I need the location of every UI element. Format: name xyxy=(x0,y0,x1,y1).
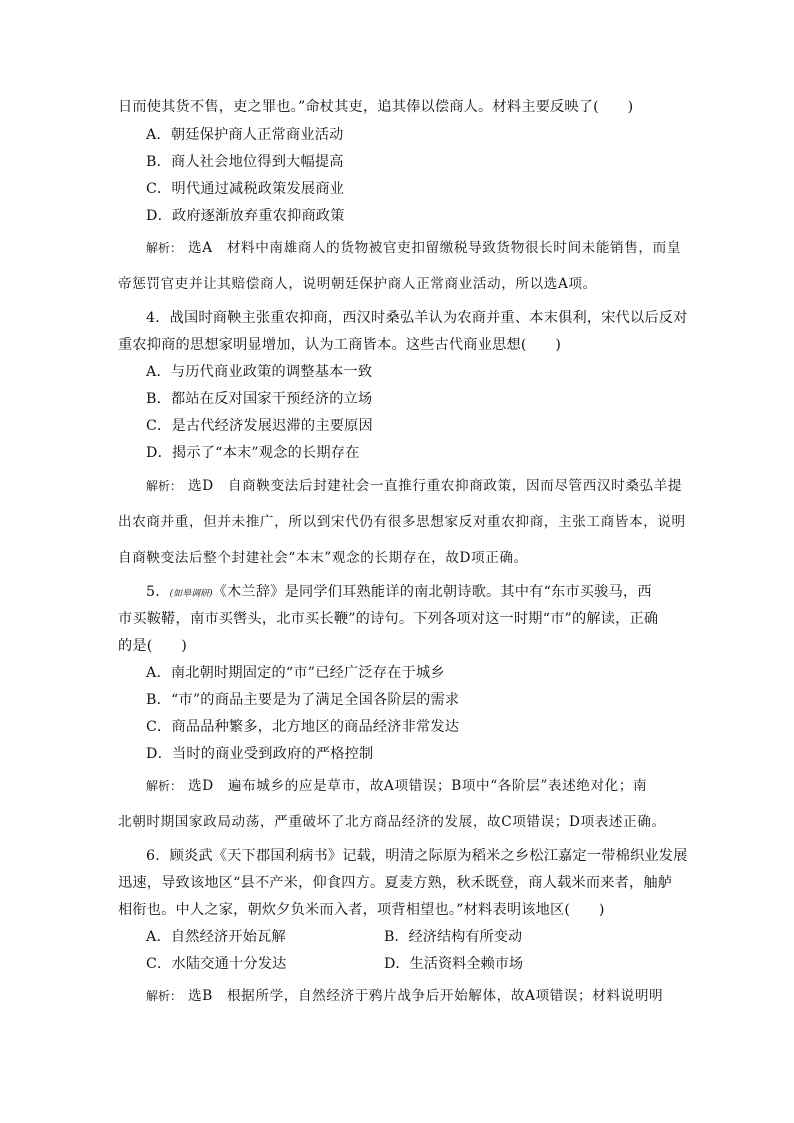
q6-explanation: 解析： 选B 根据所学，自然经济于鸦片战争后开始解体，故A项错误；材料说明明 xyxy=(146,988,664,1004)
question-number: 5． xyxy=(146,584,170,600)
q5-stem-cont: 的是( ) xyxy=(118,638,188,654)
q5-option-a: A．南北朝时期固定的“市”已经广泛存在于城乡 xyxy=(146,665,445,681)
explanation-label: 解析： xyxy=(146,779,183,793)
q3-stem: 日而使其货不售，吏之罪也。”命杖其吏，追其俸以偿商人。材料主要反映了( ) xyxy=(118,99,634,115)
q3-option-b: B．商人社会地位得到大幅提高 xyxy=(146,154,344,170)
q5-explanation-cont: 北朝时期国家政局动荡，严重破坏了北方商品经济的发展，故C项错误；D项表述正确。 xyxy=(118,814,666,830)
explanation-label: 解析： xyxy=(146,241,183,255)
q6-stem-cont: 迅速，导致该地区“县不产米，仰食四方。夏麦方熟，秋禾既登，商人载米而来者，舳舻 xyxy=(118,875,673,891)
q5-option-d: D．当时的商业受到政府的严格控制 xyxy=(146,746,374,762)
q6-option-d: D．生活资料全赖市场 xyxy=(384,956,524,972)
q5-stem-cont: 市买鞍鞯，南市买辔头，北市买长鞭”的诗句。下列各项对这一时期“市”的解读，正确 xyxy=(118,611,659,627)
q4-option-b: B．都站在反对国家干预经济的立场 xyxy=(146,391,373,407)
q3-option-a: A．朝廷保护商人正常商业活动 xyxy=(146,127,344,143)
q3-explanation: 解析： 选A 材料中南雄商人的货物被官吏扣留缴税导致货物很长时间未能销售，而皇 xyxy=(146,240,682,256)
q3-explanation-cont: 帝惩罚官吏并让其赔偿商人，说明朝廷保护商人正常商业活动，所以选A项。 xyxy=(118,276,597,292)
q6-stem-cont: 相衔也。中人之家，朝炊夕负米而入者，项背相望也。”材料表明该地区( ) xyxy=(118,902,605,918)
q5-explanation: 解析： 选D 遍布城乡的应是草市，故A项错误；B项中“各阶层”表述绝对化；南 xyxy=(146,778,648,794)
q4-explanation-cont: 出农商并重，但并未推广，所以到宋代仍有很多思想家反对重农抑商，主张工商皆本，说明 xyxy=(118,514,686,530)
q6-option-c: C．水陆交通十分发达 xyxy=(146,956,287,972)
q5-option-b: B．“市”的商品主要是为了满足全国各阶层的需求 xyxy=(146,692,460,708)
q4-stem: 4．战国时商鞅主张重农抑商，西汉时桑弘羊认为农商并重、本末俱利，宋代以后反对 xyxy=(146,310,688,326)
q5-option-c: C．商品品种繁多，北方地区的商品经济非常发达 xyxy=(146,719,460,735)
q4-explanation-cont: 自商鞅变法后整个封建社会“本末”观念的长期存在，故D项正确。 xyxy=(118,550,528,566)
q3-option-c: C．明代通过减税政策发展商业 xyxy=(146,181,345,197)
q4-option-d: D．揭示了“本末”观念的长期存在 xyxy=(146,445,360,461)
explanation-label: 解析： xyxy=(146,479,183,493)
q4-option-c: C．是古代经济发展迟滞的主要原因 xyxy=(146,418,373,434)
explanation-label: 解析： xyxy=(146,989,183,1003)
source-tag: (如皋调研) xyxy=(169,589,213,599)
q6-option-a: A．自然经济开始瓦解 xyxy=(146,929,286,945)
q4-explanation: 解析： 选D 自商鞅变法后封建社会一直推行重农抑商政策，因而尽管西汉时桑弘羊提 xyxy=(146,478,683,494)
q4-stem-cont: 重农抑商的思想家明显增加，认为工商皆本。这些古代商业思想( ) xyxy=(118,337,562,353)
q3-option-d: D．政府逐渐放弃重农抑商政策 xyxy=(146,208,345,224)
q6-stem: 6．顾炎武《天下郡国利病书》记载，明清之际原为稻米之乡松江嘉定一带棉织业发展 xyxy=(146,848,688,864)
q5-stem: 5．(如皋调研)《木兰辞》是同学们耳熟能详的南北朝诗歌。其中有“东市买骏马，西 xyxy=(146,584,652,600)
q4-option-a: A．与历代商业政策的调整基本一致 xyxy=(146,364,373,380)
q6-option-b: B．经济结构有所变动 xyxy=(384,929,523,945)
